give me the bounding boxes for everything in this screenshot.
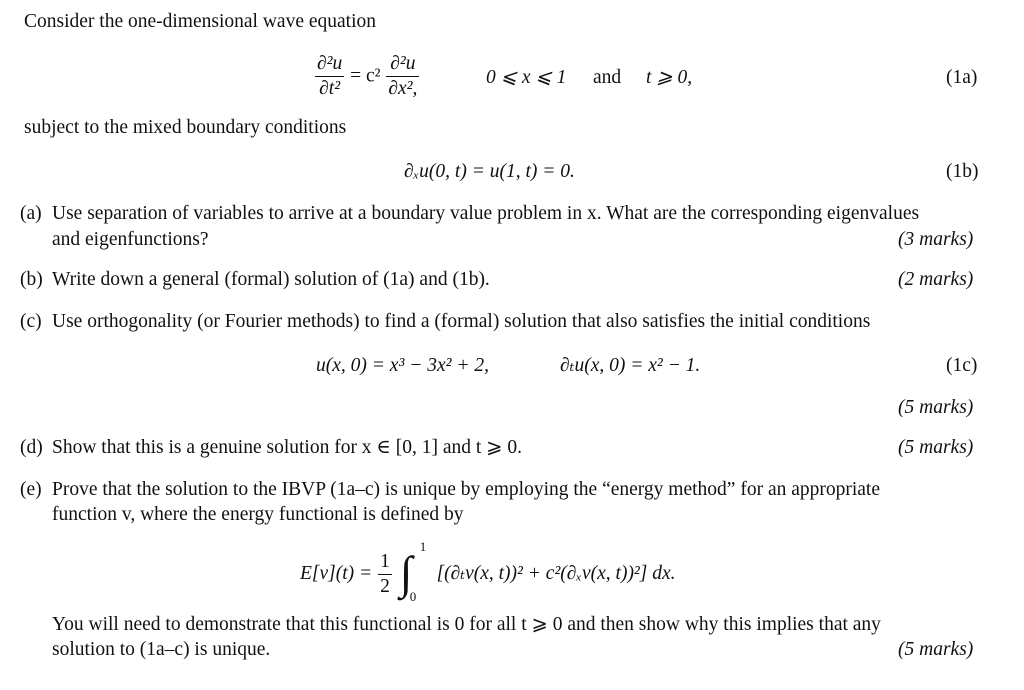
half-fraction — [378, 550, 392, 599]
equation-tag-1b: (1b) — [946, 161, 979, 182]
domain-condition: 0 ⩽ x ⩽ 1 — [486, 67, 567, 88]
lhs-fraction — [315, 52, 344, 101]
and-word: and — [593, 67, 622, 88]
rhs-denominator: ∂x², — [388, 78, 418, 99]
equation-tag-1a: (1a) — [946, 67, 978, 88]
part-e-line2: function v, where the energy functional is defined by — [52, 504, 464, 525]
integral-sign: ∫ 1 0 — [399, 539, 427, 604]
part-e-line1: Prove that the solution to the IBVP (1a–c) is unique by employing the “energy method” for an appropriate — [52, 479, 881, 500]
equals-c-squared: = c² — [350, 65, 381, 87]
integral-upper-limit: 1 — [419, 539, 427, 554]
boundary-intro: subject to the mixed boundary conditions — [24, 117, 347, 138]
part-b-marks: (2 marks) — [898, 269, 974, 290]
part-e-label: (e) — [20, 479, 42, 500]
lhs-numerator: ∂²u — [315, 52, 344, 77]
lhs-denominator: ∂t² — [319, 78, 341, 99]
half-denominator: 2 — [380, 575, 390, 597]
energy-lhs: E[v](t) = — [300, 563, 373, 584]
part-a-line1: Use separation of variables to arrive at a boundary value problem in x. What are the corresponding eigenvalues — [52, 203, 920, 224]
part-a-line2: and eigenfunctions? — [52, 229, 209, 250]
integral-lower-limit: 0 — [409, 589, 417, 604]
initial-condition-ut: ∂ₜu(x, 0) = x² − 1. — [560, 355, 701, 376]
energy-functional — [300, 539, 676, 604]
intro-text: Consider the one-dimensional wave equation — [24, 11, 376, 32]
part-c-marks: (5 marks) — [898, 397, 974, 418]
energy-integrand: [(∂ₜv(x, t))² + c²(∂ₓv(x, t))²] dx. — [436, 563, 676, 584]
equation-1a — [314, 52, 420, 101]
part-d-text: Show that this is a genuine solution for x ∈ [0, 1] and t ⩾ 0. — [52, 437, 523, 458]
part-e-line3: You will need to demonstrate that this functional is 0 for all t ⩾ 0 and then show why this implies that any — [52, 614, 881, 635]
equation-1b: ∂ₓu(0, t) = u(1, t) = 0. — [404, 161, 575, 182]
part-b-label: (b) — [20, 269, 43, 290]
equation-tag-1c: (1c) — [946, 355, 978, 376]
initial-condition-u: u(x, 0) = x³ − 3x² + 2, — [316, 355, 489, 376]
part-a-marks: (3 marks) — [898, 229, 974, 250]
part-e-marks: (5 marks) — [898, 639, 974, 660]
part-c-text: Use orthogonality (or Fourier methods) to find a (formal) solution that also satisfies the initial conditions — [52, 311, 871, 332]
part-c-label: (c) — [20, 311, 42, 332]
rhs-fraction — [386, 52, 419, 101]
part-e-line4: solution to (1a–c) is unique. — [52, 639, 271, 660]
rhs-numerator: ∂²u — [386, 52, 419, 77]
time-condition: t ⩾ 0, — [646, 67, 693, 88]
half-numerator: 1 — [378, 550, 392, 575]
part-d-marks: (5 marks) — [898, 437, 974, 458]
part-a-label: (a) — [20, 203, 42, 224]
part-d-label: (d) — [20, 437, 43, 458]
part-b-text: Write down a general (formal) solution of (1a) and (1b). — [52, 269, 490, 290]
